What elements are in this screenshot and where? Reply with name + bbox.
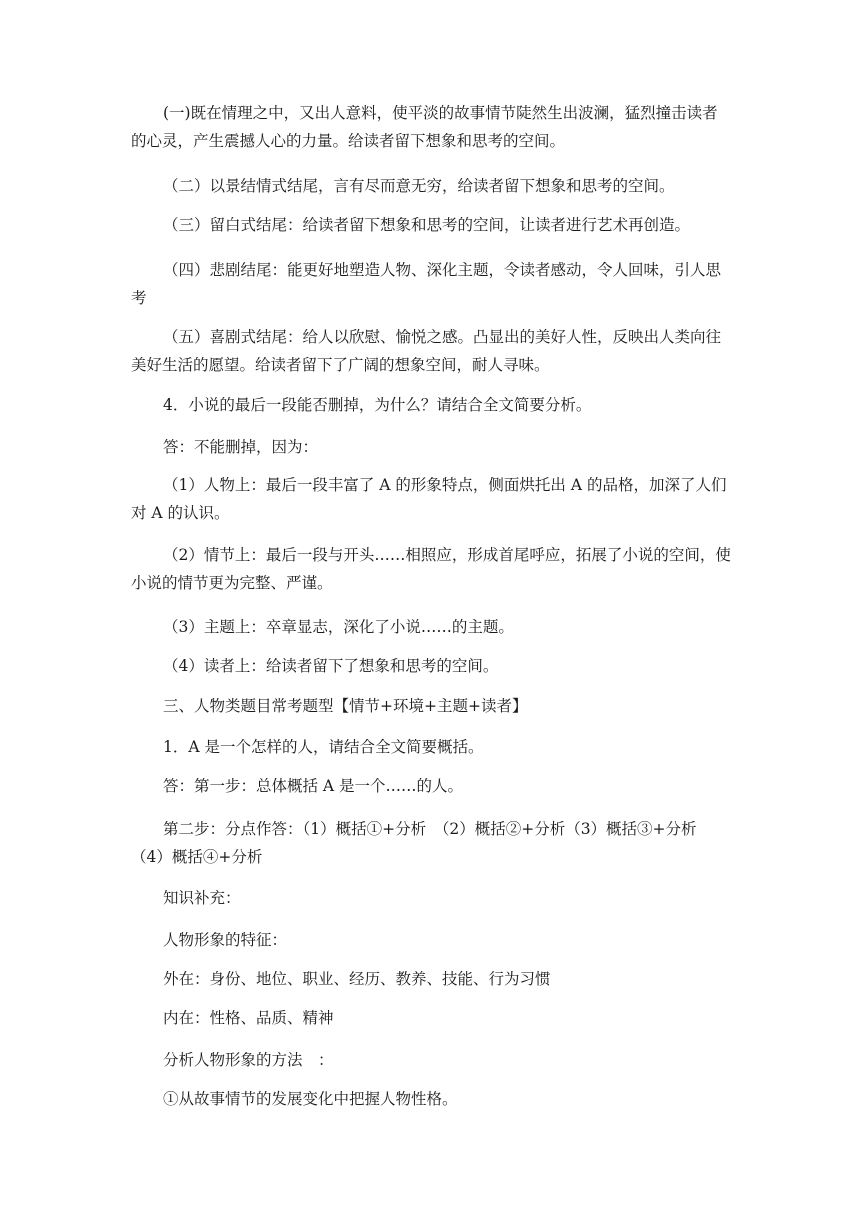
internal-traits: 内在：性格、品质、精神 xyxy=(163,1009,334,1027)
answer-step-1: 答：第一步：总体概括 A 是一个……的人。 xyxy=(163,777,464,795)
question-1: 1．A 是一个怎样的人，请结合全文简要概括。 xyxy=(163,738,484,756)
paragraph-ending-type-4: （四）悲剧结尾：能更好地塑造人物、深化主题，令读者感动，令人回味，引人思考 xyxy=(131,261,722,307)
character-traits-heading: 人物形象的特征： xyxy=(163,931,288,949)
answer-step-2: 第二步：分点作答：（1）概括①+分析 （2）概括②+分析（3）概括③+分析 （4）概括④+分析 xyxy=(131,820,713,866)
answer-point-4: （4）读者上：给读者留下了想象和思考的空间。 xyxy=(163,657,499,675)
section-heading-3: 三、人物类题目常考题型【情节+环境+主题+读者】 xyxy=(163,697,528,715)
answer-point-1: （1）人物上：最后一段丰富了 A 的形象特点，侧面烘托出 A 的品格，加深了人们对 A 的认识。 xyxy=(131,476,727,522)
external-traits: 外在：身份、地位、职业、经历、教养、技能、行为习惯 xyxy=(163,970,551,988)
answer-intro: 答：不能删掉，因为： xyxy=(163,438,319,456)
analysis-method-heading: 分析人物形象的方法 ： xyxy=(163,1051,334,1069)
paragraph-ending-type-2: （二）以景结情式结尾，言有尽而意无穷，给读者留下想象和思考的空间。 xyxy=(163,177,675,195)
paragraph-ending-type-1: (一)既在情理之中，又出人意料，使平淡的故事情节陡然生出波澜，猛烈撞击读者的心灵，产生震撼人心的力量。给读者留下想象和思考的空间。 xyxy=(131,104,718,150)
answer-point-2: （2）情节上：最后一段与开头……相照应，形成首尾呼应，拓展了小说的空间，使小说的情节更为完整、严谨。 xyxy=(131,546,731,592)
question-4: 4．小说的最后一段能否删掉，为什么？请结合全文简要分析。 xyxy=(163,396,592,414)
analysis-method-1: ①从故事情节的发展变化中把握人物性格。 xyxy=(163,1090,458,1108)
paragraph-ending-type-5: （五）喜剧式结尾：给人以欣慰、愉悦之感。凸显出的美好人性，反映出人类向往美好生活的愿望。给读者留下了广阔的想象空间，耐人寻味。 xyxy=(131,328,722,374)
knowledge-supplement: 知识补充： xyxy=(163,889,241,907)
paragraph-ending-type-3: （三）留白式结尾：给读者留下想象和思考的空间，让读者进行艺术再创造。 xyxy=(163,216,691,234)
answer-point-3: （3）主题上：卒章显志，深化了小说……的主题。 xyxy=(163,618,514,636)
